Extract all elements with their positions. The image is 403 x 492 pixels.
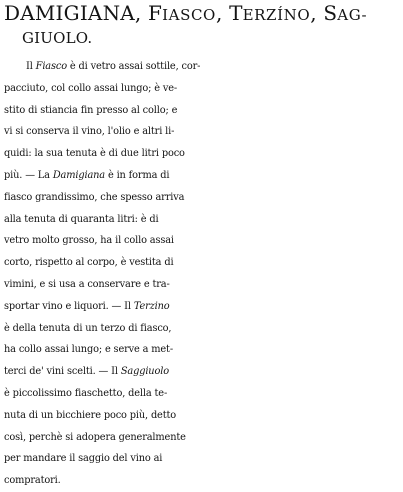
headword-damigiana: DAMIGIANA <box>4 1 135 25</box>
text-segment: più. — La <box>4 169 53 181</box>
text-line <box>26 56 403 78</box>
text-line: alla tenuta di quaranta litri: è di <box>4 213 159 225</box>
term-saggiuolo: Saggiuolo <box>120 366 169 378</box>
text-line <box>4 165 403 187</box>
text-line: per mandare il saggio del vino ai <box>4 453 163 465</box>
text-segment: terci de' vini scelti. — Il <box>4 366 121 378</box>
text-line: così, perchè si adopera generalmente <box>4 431 186 443</box>
text-line: è della tenuta di un terzo di fiasco, <box>4 322 172 334</box>
headword-fiasco-initial: F <box>148 1 163 25</box>
headword-terzino-initial: T <box>229 1 243 25</box>
text-segment: è di vetro assai sottile, cor- <box>66 61 201 72</box>
text-line: vimini, e si usa a conservare e tra- <box>4 278 170 290</box>
term-fiasco: Fiasco <box>35 61 67 72</box>
headword-fiasco-rest: IASCO <box>162 6 216 24</box>
headword-saggiuolo-initial: S <box>323 1 338 25</box>
text-line: vi si conserva il vino, l'olio e altri li- <box>4 126 175 138</box>
text-line <box>4 361 403 383</box>
text-line: è piccolissimo fiaschetto, della te- <box>4 387 168 399</box>
text-line <box>4 296 403 318</box>
entry-heading <box>4 2 400 50</box>
text-line: corto, rispetto al corpo, è vestita di <box>4 257 174 269</box>
term-terzino: Terzino <box>133 300 170 312</box>
text-segment: Il <box>26 61 36 72</box>
text-segment: sportar vino e liquori. — Il <box>4 300 134 312</box>
text-line: pacciuto, col collo assai lungo; è ve- <box>4 82 178 94</box>
headword-terzino-rest: ERZÍNO <box>242 6 311 24</box>
text-line: ha collo assai lungo; e serve a met- <box>4 344 174 356</box>
text-line: stito di stiancia fin presso al collo; e <box>4 104 178 116</box>
heading-line-1 <box>4 2 400 27</box>
entry-definition <box>0 56 403 492</box>
heading-line-2: GIUOLO. <box>22 29 93 47</box>
text-line: compratori. <box>4 475 61 487</box>
heading-separator: , <box>310 1 324 25</box>
headword-saggiuolo-rest: AG- <box>337 6 368 24</box>
text-segment: è in forma di <box>105 169 170 181</box>
heading-separator: , <box>134 1 149 25</box>
text-line: fiasco grandissimo, che spesso arriva <box>4 191 185 203</box>
text-line: vetro molto grosso, ha il collo assai <box>4 235 174 247</box>
text-line: quidi: la sua tenuta è di due litri poco <box>4 148 185 160</box>
text-line: nuta di un bicchiere poco più, detto <box>4 409 177 421</box>
heading-separator: , <box>215 1 230 25</box>
term-damigiana: Damigiana <box>52 169 105 181</box>
